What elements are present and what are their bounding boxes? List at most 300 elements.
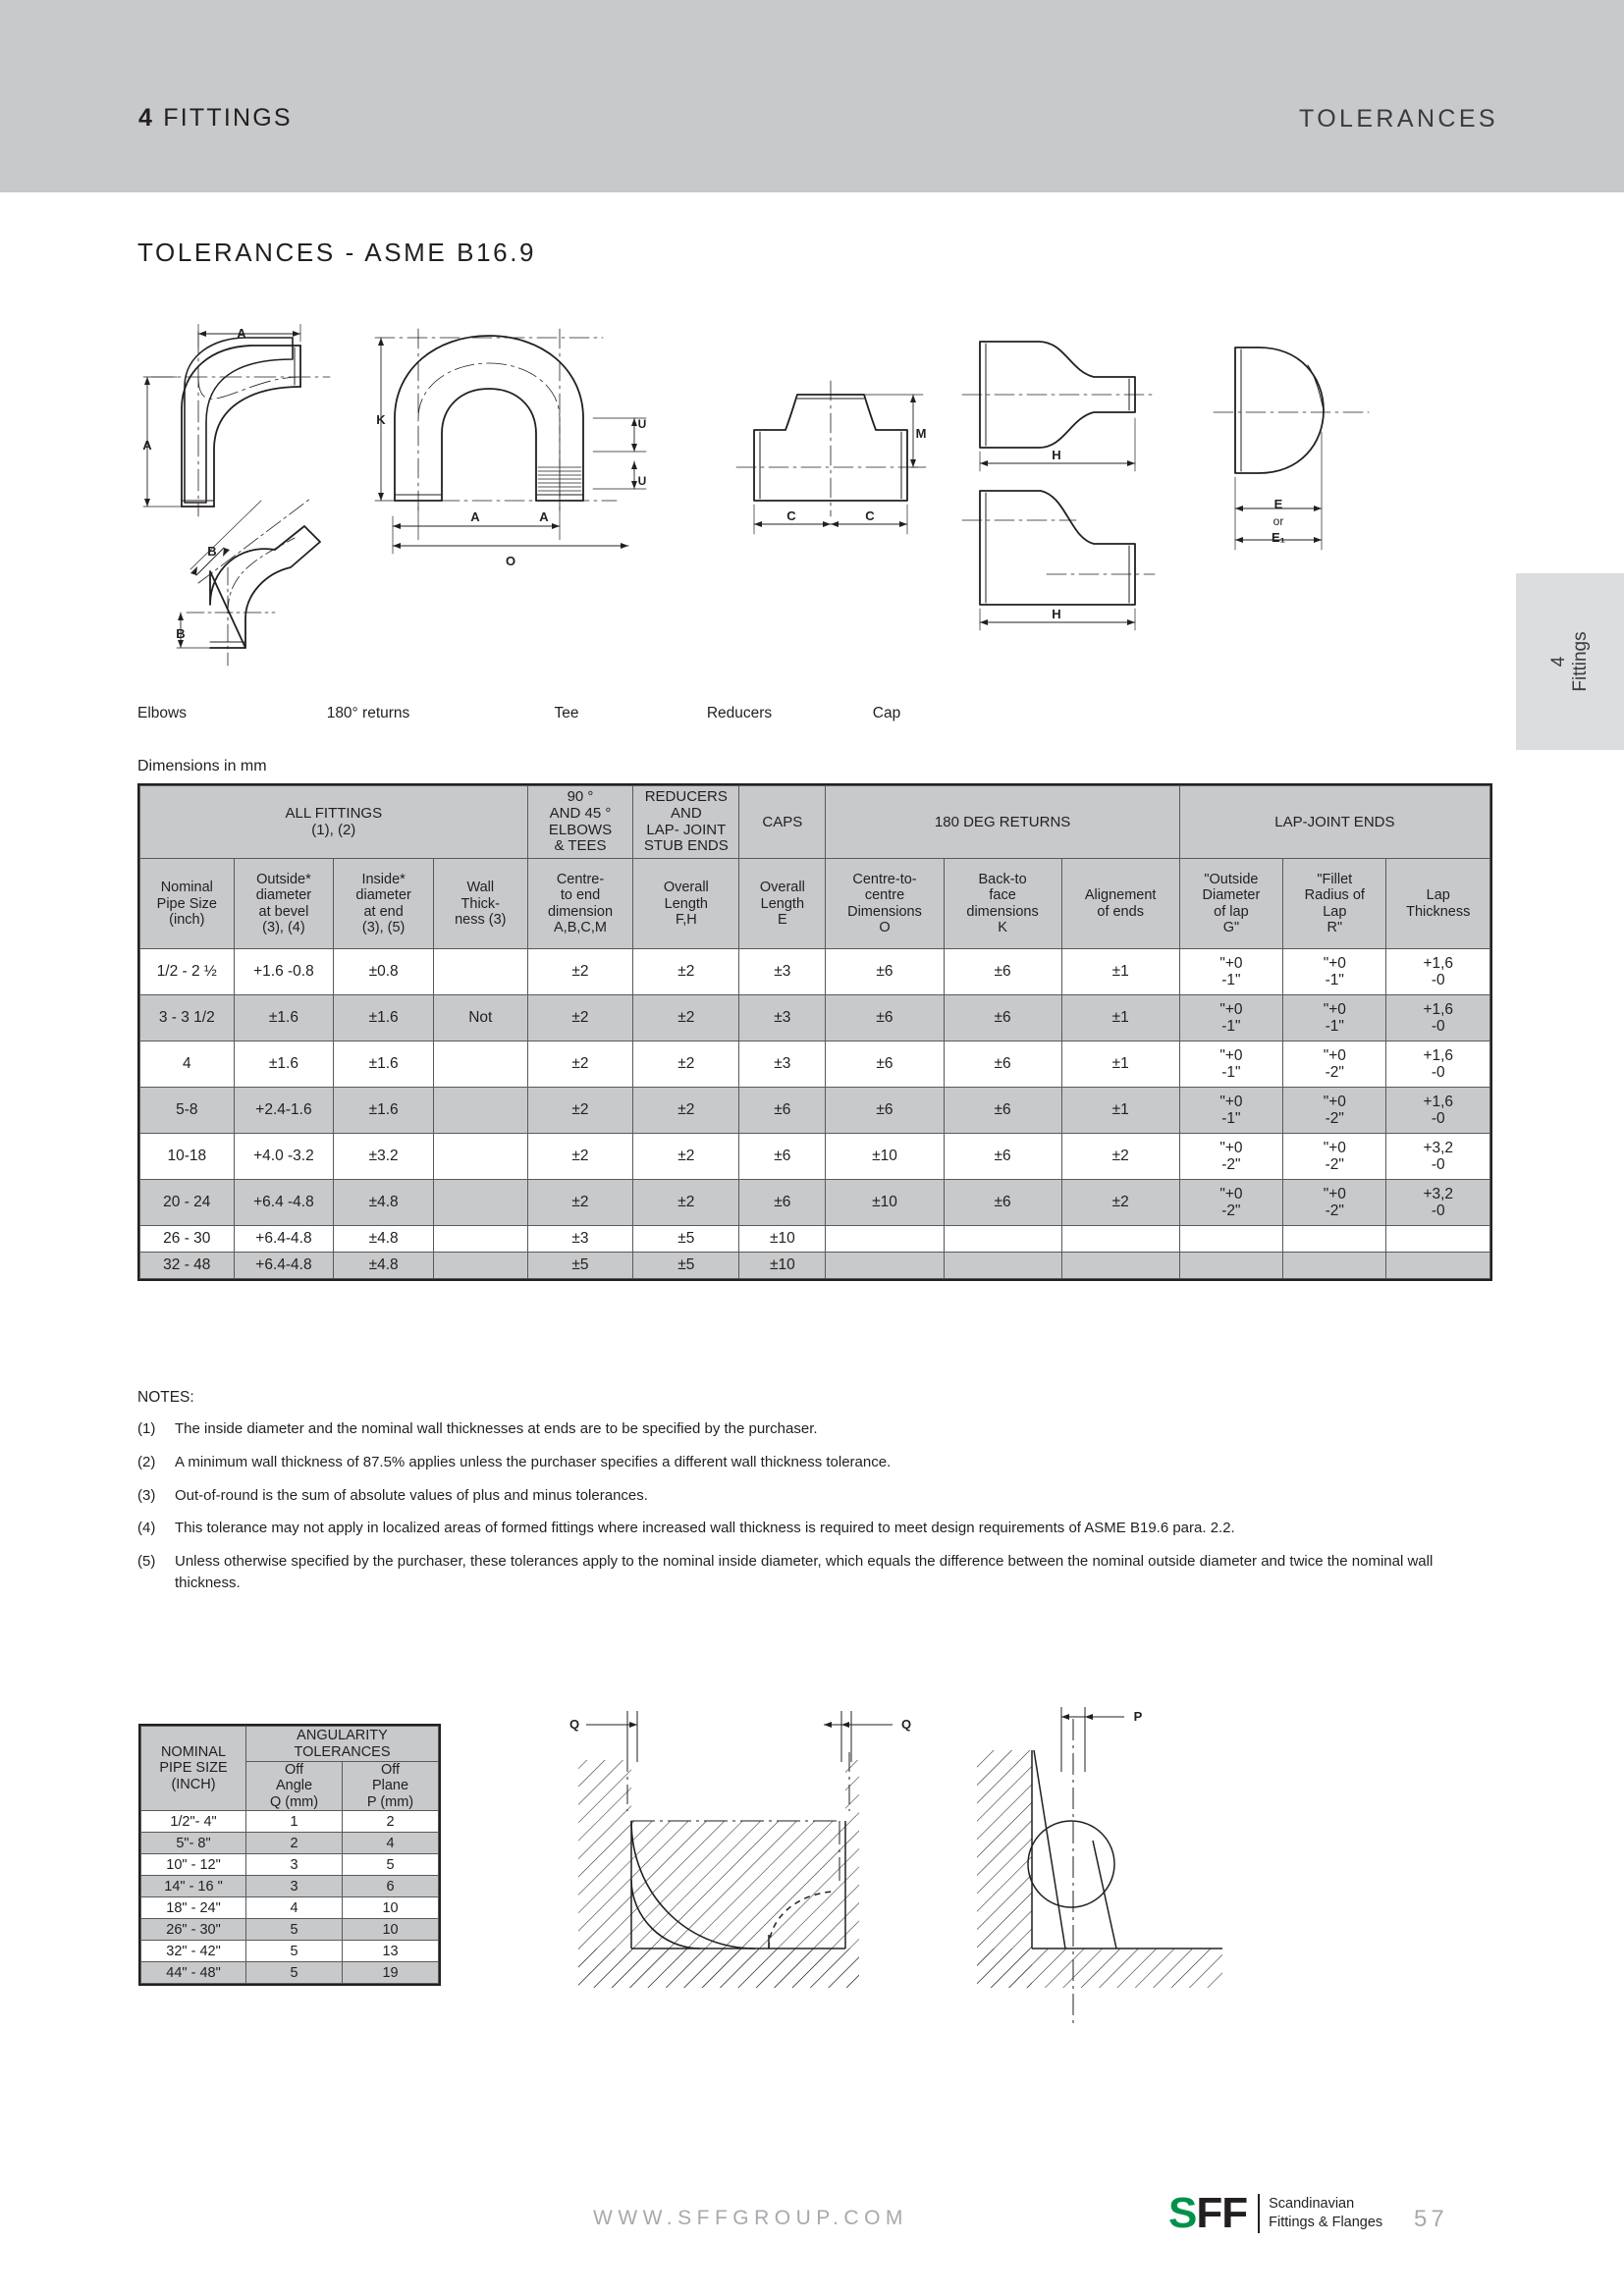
sh4-l1: Centre- <box>556 872 605 888</box>
gh-reducers-l4: STUB ENDS <box>643 837 729 855</box>
cell-lap-thk-l2: -0 <box>1431 972 1445 989</box>
cell-outside: ±1.6 <box>234 1041 334 1088</box>
cell-wall <box>433 1226 527 1253</box>
gh-elbows-l1: 90 ° <box>567 788 594 805</box>
angularity-technical-drawings <box>535 1703 1242 2027</box>
diagram-caption-cap: Cap <box>872 705 901 721</box>
sh11-l3: Lap <box>1323 903 1347 920</box>
off-plane-p-diagram <box>977 1707 1222 2023</box>
sh7-l4: O <box>879 919 891 935</box>
callout-return-u2: U <box>637 474 647 488</box>
cell-outside: +4.0 -3.2 <box>234 1134 334 1180</box>
cell-overall-e: ±3 <box>739 995 826 1041</box>
header-chapter-label: FITTINGS <box>163 104 293 132</box>
cell-lap-od <box>1179 949 1282 995</box>
cell-back-to-face <box>944 1226 1061 1253</box>
col-header-overall-length-e <box>739 859 826 949</box>
cell-fillet <box>1283 995 1386 1041</box>
tolerance-table-body <box>140 949 1490 1279</box>
cell-back-to-face: ±6 <box>944 1180 1061 1226</box>
ang-cell-q: 5 <box>246 1941 343 1962</box>
cell-back-to-face <box>944 1253 1061 1279</box>
cell-fillet-l1: "+0 <box>1323 1093 1346 1110</box>
cell-overall-fh: ±2 <box>633 995 739 1041</box>
ang-gh-l2: TOLERANCES <box>294 1743 391 1760</box>
cell-size: 26 - 30 <box>140 1226 235 1253</box>
logo-tagline <box>1269 2195 1382 2232</box>
cell-lap-thk-l2: -0 <box>1431 1156 1445 1174</box>
cell-alignment: ±2 <box>1061 1134 1179 1180</box>
sh3-l3: ness (3) <box>455 911 507 928</box>
ang-group-header-angularity-tolerances <box>246 1727 439 1762</box>
sh8-l3: dimensions <box>966 903 1039 920</box>
sh9-l1: Alignement <box>1084 887 1157 904</box>
cell-back-to-face: ±6 <box>944 1041 1061 1088</box>
callout-return-u1: U <box>637 417 647 431</box>
sh2-l2: diameter <box>355 887 411 904</box>
sh6-l3: E <box>778 911 787 928</box>
angularity-diagram-area <box>535 1703 1242 2027</box>
sh5-l2: Length <box>664 895 708 912</box>
cell-alignment <box>1061 1253 1179 1279</box>
col-header-alignement-of-ends <box>1061 859 1179 949</box>
callout-reducer-h2: H <box>1052 607 1061 621</box>
ang-c0-l1: NOMINAL <box>160 1744 227 1761</box>
gh-elbows-l2: AND 45 ° <box>549 804 612 822</box>
cell-back-to-face: ±6 <box>944 1134 1061 1180</box>
tee-drawing <box>736 381 929 534</box>
cell-lap-od-l1: "+0 <box>1219 1185 1243 1202</box>
cell-inside: ±1.6 <box>334 1041 434 1088</box>
callout-return-o: O <box>505 554 516 568</box>
cell-fillet <box>1283 1134 1386 1180</box>
cell-lap-od-l1: "+0 <box>1219 1139 1243 1156</box>
note-item <box>137 1452 1492 1473</box>
cell-centre-to-centre <box>826 1226 944 1253</box>
col-header-fillet-radius-of-lap-r <box>1283 859 1386 949</box>
cell-size: 4 <box>140 1041 235 1088</box>
table-row <box>140 1088 1490 1134</box>
note-item <box>137 1518 1492 1539</box>
page-title: TOLERANCES - ASME B16.9 <box>137 238 537 267</box>
cell-overall-fh: ±5 <box>633 1226 739 1253</box>
cell-lap-thk-l1: +1,6 <box>1423 954 1454 972</box>
cell-lap-od-l1: "+0 <box>1219 1093 1243 1110</box>
cell-centre-to-end: ±2 <box>527 949 633 995</box>
col-header-wall-thickness <box>433 859 527 949</box>
cell-lap-od-l1: "+0 <box>1219 954 1243 972</box>
page-number: 57 <box>1414 2206 1448 2232</box>
ang-c0-l2: PIPE SIZE <box>159 1760 228 1777</box>
table-row <box>141 1919 439 1941</box>
note-text: Out-of-round is the sum of absolute values of plus and minus tolerances. <box>175 1486 648 1504</box>
cell-centre-to-centre: ±10 <box>826 1180 944 1226</box>
elbow-45-drawing <box>177 499 320 666</box>
diagram-caption-tee: Tee <box>554 705 579 721</box>
cell-lap-thk-l1: +3,2 <box>1423 1139 1454 1156</box>
callout-elbow-b-vertical: B <box>176 626 186 641</box>
ang-col-header-off-angle-q <box>246 1762 343 1811</box>
cell-inside: ±4.8 <box>334 1253 434 1279</box>
cell-outside: +1.6 -0.8 <box>234 949 334 995</box>
cell-lap-od <box>1179 1226 1282 1253</box>
elbow-90-drawing <box>143 324 330 516</box>
ang-cell-q: 4 <box>246 1897 343 1919</box>
sh10-l3: of lap <box>1214 903 1249 920</box>
cell-overall-e: ±10 <box>739 1226 826 1253</box>
cell-alignment <box>1061 1226 1179 1253</box>
fittings-diagram-area <box>137 324 1414 726</box>
sh10-l1: "Outside <box>1204 872 1259 888</box>
page-header-band <box>0 0 1624 192</box>
ang-c1-l3: Q (mm) <box>269 1793 319 1810</box>
table-row <box>141 1897 439 1919</box>
gh-elbows-l4: & TEES <box>554 837 607 855</box>
group-header-reducers-stub-ends <box>633 786 739 859</box>
callout-p: P <box>1133 1709 1143 1724</box>
callout-tee-m: M <box>915 426 927 441</box>
angularity-tolerances-table <box>140 1726 439 1984</box>
table-row <box>141 1833 439 1854</box>
cell-overall-fh: ±2 <box>633 949 739 995</box>
cell-alignment: ±2 <box>1061 1180 1179 1226</box>
cell-alignment: ±1 <box>1061 949 1179 995</box>
sh1-l1: Outside* <box>256 872 311 888</box>
cell-inside: ±4.8 <box>334 1180 434 1226</box>
cell-size: 10-18 <box>140 1134 235 1180</box>
sh8-l1: Back-to <box>978 872 1027 888</box>
callout-reducer-h1: H <box>1052 448 1061 462</box>
ang-cell-p: 19 <box>343 1962 439 1984</box>
sh1-l2: diameter <box>255 887 312 904</box>
cell-lap-od <box>1179 1180 1282 1226</box>
callout-q-right: Q <box>900 1717 912 1732</box>
callout-cap-e1: E₁ <box>1271 530 1286 545</box>
group-header-180-deg-returns: 180 DEG RETURNS <box>826 786 1179 859</box>
cell-centre-to-end: ±3 <box>527 1226 633 1253</box>
diagram-caption-elbows: Elbows <box>137 705 187 721</box>
cell-lap-thk-l2: -0 <box>1431 1202 1445 1220</box>
cell-lap-thickness <box>1386 1134 1490 1180</box>
cell-lap-od <box>1179 1253 1282 1279</box>
ang-cell-size: 26" - 30" <box>141 1919 246 1941</box>
callout-cap-or: or <box>1272 514 1284 528</box>
callout-q-left: Q <box>568 1717 580 1732</box>
cell-inside: ±3.2 <box>334 1134 434 1180</box>
cell-outside: +6.4-4.8 <box>234 1253 334 1279</box>
cell-fillet-l1: "+0 <box>1323 1000 1346 1018</box>
table-row <box>141 1962 439 1984</box>
cell-centre-to-end: ±5 <box>527 1253 633 1279</box>
asme-b16-9-tolerance-table <box>139 785 1490 1279</box>
callout-return-a2: A <box>539 509 549 524</box>
cell-alignment: ±1 <box>1061 1041 1179 1088</box>
cell-overall-fh: ±2 <box>633 1041 739 1088</box>
footer-website-url[interactable]: WWW.SFFGROUP.COM <box>593 2207 908 2229</box>
table-row <box>140 995 1490 1041</box>
cell-centre-to-centre: ±6 <box>826 1041 944 1088</box>
table-row <box>141 1941 439 1962</box>
gh-elbows-l3: ELBOWS <box>548 821 613 838</box>
ang-cell-p: 13 <box>343 1941 439 1962</box>
cell-wall <box>433 1134 527 1180</box>
cell-fillet <box>1283 1253 1386 1279</box>
sh11-l1: "Fillet <box>1317 872 1353 888</box>
cell-fillet <box>1283 1041 1386 1088</box>
group-header-elbows-tees <box>527 786 633 859</box>
cell-lap-thk-l1: +1,6 <box>1423 1093 1454 1110</box>
cell-overall-fh: ±2 <box>633 1134 739 1180</box>
cell-fillet-l2: -1" <box>1325 1018 1344 1036</box>
cell-inside: ±0.8 <box>334 949 434 995</box>
cell-back-to-face: ±6 <box>944 949 1061 995</box>
ang-cell-size: 1/2"- 4" <box>141 1811 246 1833</box>
cell-centre-to-end: ±2 <box>527 1180 633 1226</box>
logo-letter-s: S <box>1168 2189 1197 2237</box>
ang-cell-size: 10" - 12" <box>141 1854 246 1876</box>
cell-back-to-face: ±6 <box>944 1088 1061 1134</box>
cell-lap-od-l1: "+0 <box>1219 1000 1243 1018</box>
ang-cell-q: 3 <box>246 1854 343 1876</box>
cell-overall-e: ±6 <box>739 1180 826 1226</box>
sh6-l1: Overall <box>759 880 805 896</box>
cell-wall <box>433 1253 527 1279</box>
ang-cell-q: 5 <box>246 1919 343 1941</box>
ang-col-header-nominal-pipe-size <box>141 1727 246 1811</box>
cell-fillet-l1: "+0 <box>1323 954 1346 972</box>
logo-divider <box>1258 2194 1260 2233</box>
sh7-l3: Dimensions <box>847 903 922 920</box>
table-row <box>140 1041 1490 1088</box>
cell-outside: +6.4-4.8 <box>234 1226 334 1253</box>
cell-centre-to-centre: ±6 <box>826 995 944 1041</box>
cell-lap-od <box>1179 1088 1282 1134</box>
sh3-l2: Thick- <box>460 895 501 912</box>
cell-lap-od-l2: -1" <box>1221 1018 1241 1036</box>
sh2-l4: (3), (5) <box>361 919 406 935</box>
ang-cell-q: 1 <box>246 1811 343 1833</box>
note-text: A minimum wall thickness of 87.5% applies unless the purchaser specifies a different wall thickness tolerance. <box>175 1453 892 1470</box>
table-row <box>140 949 1490 995</box>
cell-centre-to-centre: ±6 <box>826 949 944 995</box>
sh3-l1: Wall <box>466 880 495 896</box>
cell-overall-e: ±3 <box>739 1041 826 1088</box>
cell-fillet-l2: -2" <box>1325 1110 1344 1128</box>
chapter-side-tab <box>1516 573 1624 750</box>
cell-overall-e: ±6 <box>739 1088 826 1134</box>
callout-return-a: A <box>470 509 480 524</box>
table-row <box>140 1134 1490 1180</box>
diagram-caption-returns: 180° returns <box>326 705 410 721</box>
dimensions-unit-note: Dimensions in mm <box>137 758 267 774</box>
cell-lap-od-l2: -1" <box>1221 1110 1241 1128</box>
header-chapter-number: 4 <box>138 104 155 132</box>
gh-all-fittings-l1: ALL FITTINGS <box>285 804 383 822</box>
cell-centre-to-centre: ±6 <box>826 1088 944 1134</box>
cell-lap-thickness <box>1386 1041 1490 1088</box>
cell-lap-thk-l1: +1,6 <box>1423 1000 1454 1018</box>
cell-wall <box>433 1088 527 1134</box>
table-row <box>141 1854 439 1876</box>
cell-fillet <box>1283 1226 1386 1253</box>
cell-centre-to-end: ±2 <box>527 1134 633 1180</box>
cell-fillet-l2: -2" <box>1325 1064 1344 1082</box>
ang-cell-p: 5 <box>343 1854 439 1876</box>
cell-inside: ±4.8 <box>334 1226 434 1253</box>
cell-fillet <box>1283 1180 1386 1226</box>
tolerance-table-container <box>137 783 1489 1286</box>
sh9-l2: of ends <box>1097 903 1144 920</box>
cell-size: 1/2 - 2 ½ <box>140 949 235 995</box>
ang-cell-p: 2 <box>343 1811 439 1833</box>
sh10-l4: G" <box>1222 919 1240 935</box>
cell-fillet <box>1283 1088 1386 1134</box>
note-item <box>137 1551 1492 1594</box>
cell-wall <box>433 1041 527 1088</box>
logo-letters-ff: FF <box>1196 2189 1248 2237</box>
group-header-all-fittings <box>140 786 528 859</box>
note-number: (2) <box>137 1453 156 1470</box>
sh7-l1: Centre-to- <box>852 872 917 888</box>
cell-lap-thk-l1: +3,2 <box>1423 1185 1454 1202</box>
group-header-caps: CAPS <box>739 786 826 859</box>
callout-cap-e: E <box>1273 497 1283 511</box>
ang-cell-size: 44" - 48" <box>141 1962 246 1984</box>
cell-centre-to-end: ±2 <box>527 995 633 1041</box>
cell-lap-thickness <box>1386 1253 1490 1279</box>
sh6-l2: Length <box>760 895 805 912</box>
ang-cell-q: 2 <box>246 1833 343 1854</box>
group-header-lap-joint-ends: LAP-JOINT ENDS <box>1179 786 1489 859</box>
cell-overall-e: ±10 <box>739 1253 826 1279</box>
header-section-title: TOLERANCES <box>1298 105 1498 133</box>
cell-lap-od-l2: -1" <box>1221 972 1241 989</box>
cell-size: 20 - 24 <box>140 1180 235 1226</box>
cell-overall-fh: ±5 <box>633 1253 739 1279</box>
cell-size: 5-8 <box>140 1088 235 1134</box>
cell-wall <box>433 1180 527 1226</box>
sff-logo <box>1168 2189 1383 2237</box>
cell-lap-thickness <box>1386 1088 1490 1134</box>
notes-title: NOTES: <box>137 1389 194 1406</box>
fittings-technical-drawings <box>137 324 1414 726</box>
note-number: (4) <box>137 1520 156 1537</box>
ang-cell-size: 32" - 42" <box>141 1941 246 1962</box>
note-item <box>137 1485 1492 1507</box>
col-header-outside-diameter-at-bevel <box>234 859 334 949</box>
sh5-l3: F,H <box>675 911 697 928</box>
sh2-l1: Inside* <box>361 872 406 888</box>
col-header-lap-thickness <box>1386 859 1490 949</box>
callout-elbow-a-horizontal: A <box>237 326 246 341</box>
cell-centre-to-centre <box>826 1253 944 1279</box>
cell-outside: +6.4 -4.8 <box>234 1180 334 1226</box>
cell-overall-fh: ±2 <box>633 1088 739 1134</box>
sh1-l3: at bevel <box>258 903 309 920</box>
ang-cell-size: 5"- 8" <box>141 1833 246 1854</box>
cell-lap-thickness <box>1386 1226 1490 1253</box>
ang-cell-p: 6 <box>343 1876 439 1897</box>
col-header-back-to-face-dimensions-k <box>944 859 1061 949</box>
sh4-l2: to end <box>560 887 601 904</box>
col-header-overall-length-fh <box>633 859 739 949</box>
cell-lap-thk-l2: -0 <box>1431 1018 1445 1036</box>
ang-cell-size: 14" - 16 " <box>141 1876 246 1897</box>
cell-inside: ±1.6 <box>334 995 434 1041</box>
cell-overall-e: ±6 <box>739 1134 826 1180</box>
return-180-drawing <box>375 328 646 554</box>
note-number: (3) <box>137 1486 156 1504</box>
col-header-inside-diameter-at-end <box>334 859 434 949</box>
cell-fillet <box>1283 949 1386 995</box>
cell-centre-to-centre: ±10 <box>826 1134 944 1180</box>
ang-c2-l1: Off <box>380 1762 401 1779</box>
logo-tagline-line1: Scandinavian <box>1269 2195 1355 2212</box>
callout-tee-c1: C <box>786 508 796 523</box>
ang-col-header-off-plane-p <box>343 1762 439 1811</box>
off-angle-q-diagram <box>578 1711 893 1988</box>
angularity-table-container <box>138 1724 441 1991</box>
logo-tagline-line2: Fittings & Flanges <box>1269 2215 1383 2230</box>
callout-elbow-a-vertical: A <box>142 438 152 453</box>
cell-fillet-l2: -2" <box>1325 1156 1344 1174</box>
cell-lap-od-l1: "+0 <box>1219 1046 1243 1064</box>
sh1-l4: (3), (4) <box>262 919 305 935</box>
diagram-caption-reducers: Reducers <box>706 705 773 721</box>
cap-drawing <box>1214 347 1369 550</box>
callout-return-k: K <box>376 412 386 427</box>
cell-lap-od <box>1179 1134 1282 1180</box>
note-text: This tolerance may not apply in localized areas of formed fittings where increased wall thickness is required to meet design requirements of ASME B19.6 para. 2.2. <box>175 1520 1235 1537</box>
sh4-l4: A,B,C,M <box>554 919 607 935</box>
header-chapter <box>138 104 293 133</box>
sh0-l1: Nominal <box>160 880 213 896</box>
cell-alignment: ±1 <box>1061 995 1179 1041</box>
cell-lap-thk-l2: -0 <box>1431 1064 1445 1082</box>
cell-overall-fh: ±2 <box>633 1180 739 1226</box>
gh-reducers-l2: AND <box>670 804 702 822</box>
gh-reducers-l1: REDUCERS <box>644 788 728 805</box>
cell-inside: ±1.6 <box>334 1088 434 1134</box>
note-text: Unless otherwise specified by the purchaser, these tolerances apply to the nominal inside diameter, which equals the difference between the nominal outside diameter and twice the nominal wall thickness. <box>175 1553 1434 1591</box>
gh-reducers-l3: LAP- JOINT <box>646 821 727 838</box>
cell-lap-od-l2: -2" <box>1221 1202 1241 1220</box>
side-tab-number: 4 <box>1548 656 1570 667</box>
col-header-centre-to-end-dimension <box>527 859 633 949</box>
sh10-l2: Diameter <box>1202 887 1261 904</box>
cell-outside: ±1.6 <box>234 995 334 1041</box>
table-row <box>140 1253 1490 1279</box>
col-header-centre-to-centre-dimensions-o <box>826 859 944 949</box>
ang-c2-l3: P (mm) <box>366 1793 414 1810</box>
ang-cell-p: 10 <box>343 1897 439 1919</box>
cell-wall <box>433 949 527 995</box>
cell-fillet-l2: -2" <box>1325 1202 1344 1220</box>
sh12-l2: Thickness <box>1406 903 1471 920</box>
cell-alignment: ±1 <box>1061 1088 1179 1134</box>
sh2-l3: at end <box>363 903 404 920</box>
ang-c0-l3: (INCH) <box>171 1776 216 1792</box>
note-number: (5) <box>137 1553 156 1570</box>
callout-elbow-b-diagonal: B <box>207 544 217 559</box>
ang-cell-q: 5 <box>246 1962 343 1984</box>
diagram-caption-row <box>137 705 1414 728</box>
table-row <box>140 1180 1490 1226</box>
cell-back-to-face: ±6 <box>944 995 1061 1041</box>
cell-lap-thickness <box>1386 995 1490 1041</box>
table-row <box>141 1811 439 1833</box>
sh0-l2: Pipe Size <box>156 895 217 912</box>
